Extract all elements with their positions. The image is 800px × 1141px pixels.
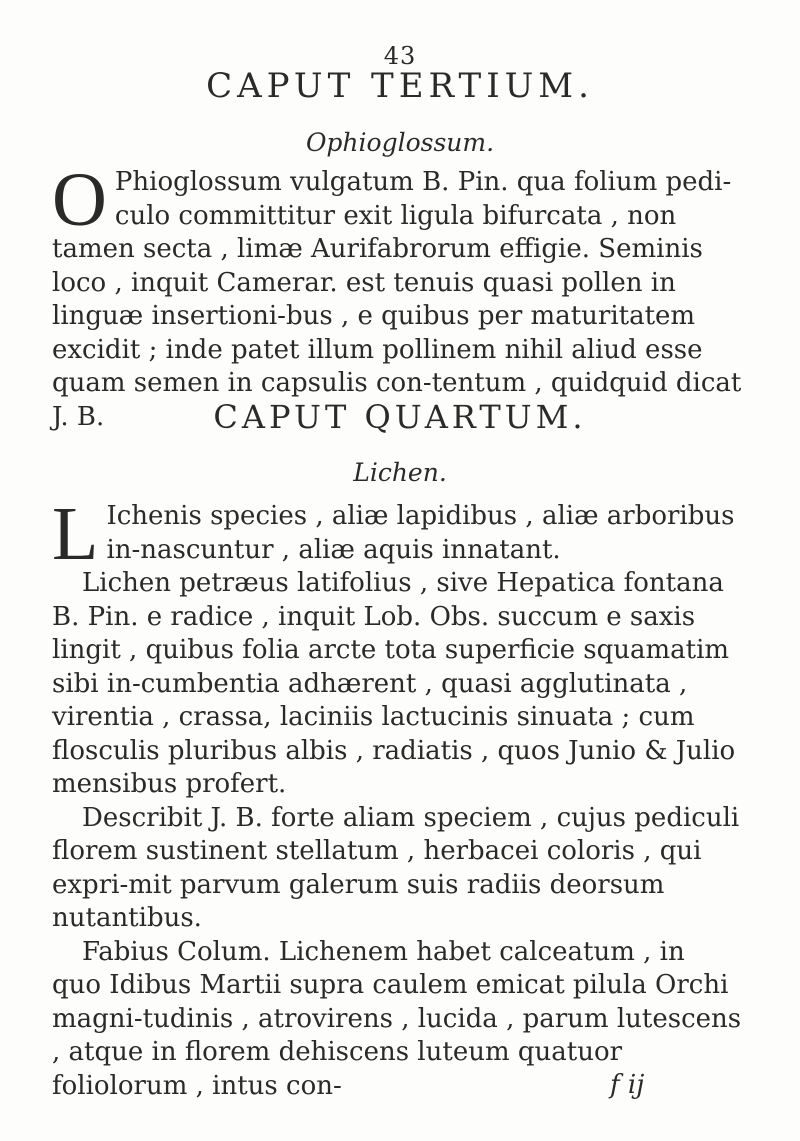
chapter-heading-tertium: CAPUT TERTIUM. <box>206 66 594 106</box>
paragraph-text: Phioglossum vulgatum B. Pin. qua folium pedi-culo committitur exit ligula bifurcata , non tamen secta , limæ Aurifabrorum effigie. Seminis loco , inquit Camerar. est tenuis quasi pollen in linguæ insertioni-bus , e quibus per maturitatem excidit ; inde patet illum pollinem nihil aliud esse quam semen in capsulis con-tentum , quidquid dicat J. B. <box>52 167 742 432</box>
paragraph-text-describit: Describit J. B. forte aliam speciem , cujus pediculi florem sustinent stellatum , herbacei coloris , qui expri-mit parvum galerum suis radiis deorsum nutantibus. <box>52 802 740 933</box>
drop-cap-o: O <box>52 158 107 242</box>
signature-mark: f ij <box>610 1070 645 1100</box>
section-title-lichen: Lichen. <box>353 458 447 487</box>
section-title-ophioglossum: Ophioglossum. <box>305 128 495 157</box>
paragraph-lichen <box>52 492 742 1103</box>
page-number: 43 <box>383 42 417 70</box>
paragraph-ophioglossum <box>52 158 742 434</box>
paragraph-text: Ichenis species , aliæ lapidibus , aliæ arboribus in-nascuntur , aliæ aquis innatant. <box>106 501 735 565</box>
paragraph-text-fabius: Fabius Colum. Lichenem habet calceatum , in quo Idibus Martii supra caulem emicat pilula Orchi magni-tudinis , atrovirens , lucida , parum lutescens , atque in florem dehiscens luteum quatuor foliolorum , intus con- <box>52 936 742 1101</box>
paragraph-text-lichen-petraeus: Lichen petræus latifolius , sive Hepatica fontana B. Pin. e radice , inquit Lob. Obs. succum e saxis lingit , quibus folia arcte tota superficie squamatim sibi in-cumbentia adhærent , quasi agglutinata , virentia , crassa, laciniis lactucinis sinuata ; cum flosculis pluribus albis , radiatis , quos Junio & Julio mensibus profert. <box>52 568 736 799</box>
chapter-heading-quartum: CAPUT QUARTUM. <box>213 398 587 436</box>
drop-cap-l: L <box>52 492 99 576</box>
